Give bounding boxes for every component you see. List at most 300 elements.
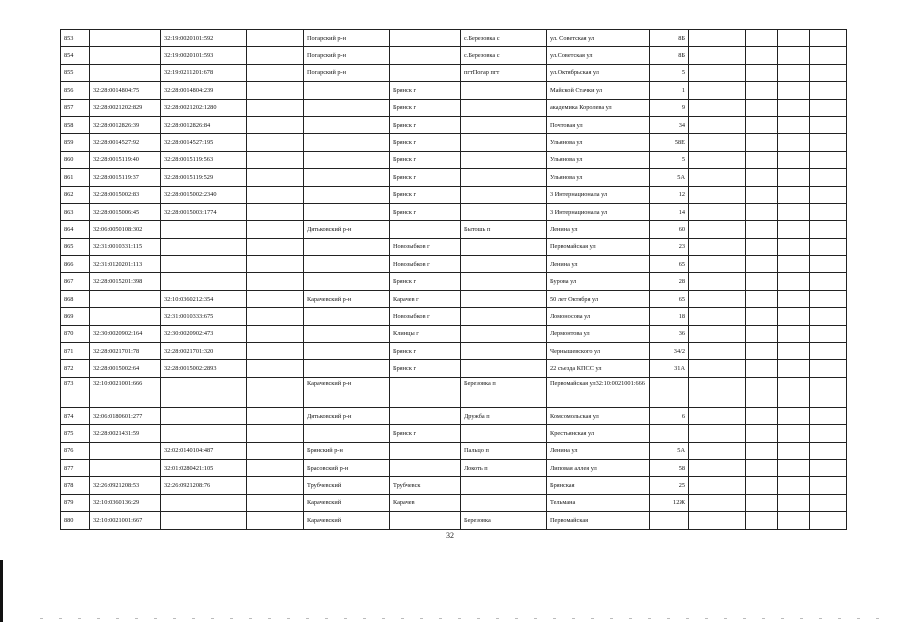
cell-extra-col-1 [689,99,746,116]
cell-house-number: 5 [650,151,689,168]
cell-city: Брянск г [390,82,461,99]
cell-extra-col-4 [810,425,847,442]
cell-region [247,308,304,325]
cell-settlement [461,151,547,168]
cell-building-cadastral-number: 32:28:0014804:239 [161,82,247,99]
cell-street: Ульянова ул [547,134,650,151]
cell-house-number: 58Е [650,134,689,151]
table-row [61,459,847,476]
table-row [61,360,847,377]
cell-row-number: 856 [61,82,90,99]
table-row [61,64,847,81]
cell-house-number: 8Б [650,30,689,47]
cell-house-number: 23 [650,238,689,255]
cell-extra-col-1 [689,343,746,360]
cell-region [247,203,304,220]
cell-house-number: 12 [650,186,689,203]
cell-region [247,30,304,47]
cell-settlement [461,99,547,116]
cell-extra-col-2 [746,325,778,342]
table-row [61,442,847,459]
cell-extra-col-1 [689,377,746,407]
cell-street: 3 Интернационала ул [547,203,650,220]
cell-settlement: Бытошь п [461,221,547,238]
cell-city: Брянск г [390,134,461,151]
scan-edge-mark [0,560,3,622]
page-number: 32 [446,531,454,540]
cell-extra-col-1 [689,30,746,47]
cell-cadastral-number: 32:28:0015119:40 [90,151,161,168]
cell-extra-col-4 [810,343,847,360]
table-row [61,308,847,325]
cell-district: Брасовский р-н [304,459,390,476]
cell-district: Карачевский [304,494,390,511]
cell-settlement [461,203,547,220]
cell-region [247,47,304,64]
cell-region [247,494,304,511]
cell-building-cadastral-number: 32:30:0020902:473 [161,325,247,342]
cell-building-cadastral-number: 32:19:0211201:678 [161,64,247,81]
cell-extra-col-4 [810,290,847,307]
cell-city: Брянск г [390,273,461,290]
cell-row-number: 864 [61,221,90,238]
cell-extra-col-3 [778,151,810,168]
cell-city: Новозыбков г [390,238,461,255]
cell-district: Брянский р-н [304,442,390,459]
table-row [61,273,847,290]
cell-street: Первомайская [547,512,650,529]
cell-city [390,64,461,81]
cell-street: Чернышевского ул [547,343,650,360]
cell-house-number [650,425,689,442]
cell-building-cadastral-number: 32:28:0021701:320 [161,343,247,360]
cell-extra-col-1 [689,203,746,220]
cell-building-cadastral-number: 32:28:0021202:1280 [161,99,247,116]
cell-extra-col-1 [689,425,746,442]
cell-region [247,256,304,273]
cell-region [247,134,304,151]
cell-extra-col-2 [746,290,778,307]
cell-row-number: 860 [61,151,90,168]
cell-extra-col-4 [810,494,847,511]
cell-extra-col-3 [778,494,810,511]
cell-extra-col-2 [746,477,778,494]
cell-house-number: 60 [650,221,689,238]
table-row [61,30,847,47]
cell-building-cadastral-number [161,273,247,290]
cell-extra-col-3 [778,360,810,377]
cell-extra-col-1 [689,494,746,511]
cell-extra-col-1 [689,325,746,342]
cell-extra-col-2 [746,203,778,220]
table-row [61,407,847,424]
cell-settlement [461,186,547,203]
cell-extra-col-3 [778,273,810,290]
table-row [61,256,847,273]
cell-extra-col-4 [810,82,847,99]
table-row [61,151,847,168]
cell-extra-col-3 [778,82,810,99]
table-row [61,425,847,442]
cell-extra-col-2 [746,64,778,81]
cell-extra-col-2 [746,442,778,459]
cell-extra-col-3 [778,290,810,307]
table-row [61,343,847,360]
cell-settlement: с.Березовка с [461,30,547,47]
cell-building-cadastral-number [161,512,247,529]
cell-cadastral-number: 32:28:0021701:78 [90,343,161,360]
cell-region [247,238,304,255]
cell-district [304,238,390,255]
table-row [61,377,847,407]
cell-district: Карачевский р-н [304,290,390,307]
cell-extra-col-2 [746,425,778,442]
cell-district [304,325,390,342]
cell-extra-col-4 [810,360,847,377]
cell-region [247,442,304,459]
cell-settlement [461,425,547,442]
cell-settlement [461,494,547,511]
cell-extra-col-1 [689,116,746,133]
table-row [61,186,847,203]
cell-settlement: Березовка п [461,377,547,407]
cell-cadastral-number [90,30,161,47]
cell-settlement [461,273,547,290]
cell-street: Ульянова ул [547,151,650,168]
cell-extra-col-2 [746,343,778,360]
cell-extra-col-3 [778,116,810,133]
cell-row-number: 878 [61,477,90,494]
cell-extra-col-2 [746,238,778,255]
cell-extra-col-2 [746,116,778,133]
cell-city [390,442,461,459]
cell-district [304,116,390,133]
cell-street: Ленина ул [547,442,650,459]
cell-extra-col-3 [778,442,810,459]
cell-building-cadastral-number: 32:28:0015002:2340 [161,186,247,203]
cell-building-cadastral-number [161,407,247,424]
cell-cadastral-number: 32:30:0020902:164 [90,325,161,342]
cell-house-number: 65 [650,256,689,273]
cell-extra-col-1 [689,47,746,64]
cell-settlement: Березовка [461,512,547,529]
table-body [61,30,847,530]
cell-settlement [461,134,547,151]
cell-building-cadastral-number: 32:28:0015119:563 [161,151,247,168]
cell-building-cadastral-number [161,238,247,255]
cell-house-number [650,377,689,407]
cell-street: Ломоносова ул [547,308,650,325]
cell-extra-col-1 [689,134,746,151]
cell-cadastral-number [90,290,161,307]
cell-cadastral-number: 32:28:0012826:39 [90,116,161,133]
cell-house-number: 31А [650,360,689,377]
cell-row-number: 875 [61,425,90,442]
cell-settlement [461,343,547,360]
cell-extra-col-2 [746,459,778,476]
cell-settlement [461,238,547,255]
cell-street: Комсомольская ул [547,407,650,424]
cell-region [247,169,304,186]
cell-row-number: 867 [61,273,90,290]
cell-street: Почтовая ул [547,116,650,133]
cell-row-number: 862 [61,186,90,203]
cell-settlement [461,256,547,273]
cell-cadastral-number: 32:06:0180601:277 [90,407,161,424]
cell-extra-col-4 [810,238,847,255]
cell-cadastral-number [90,47,161,64]
cell-cadastral-number: 32:28:0015006:45 [90,203,161,220]
cell-district: Трубчевский [304,477,390,494]
cell-building-cadastral-number: 32:28:0015003:1774 [161,203,247,220]
cell-extra-col-3 [778,477,810,494]
cell-cadastral-number: 32:28:0015002:64 [90,360,161,377]
cell-extra-col-4 [810,116,847,133]
cell-extra-col-1 [689,459,746,476]
table-row [61,47,847,64]
cell-settlement: Локоть п [461,459,547,476]
cell-city: Брянск г [390,186,461,203]
cell-city [390,459,461,476]
table-row [61,325,847,342]
cell-building-cadastral-number [161,377,247,407]
cell-district [304,99,390,116]
cell-region [247,290,304,307]
cell-city: Брянск г [390,203,461,220]
table-row [61,203,847,220]
cell-city: Новозыбков г [390,256,461,273]
cell-city: Трубчевск [390,477,461,494]
cell-extra-col-1 [689,169,746,186]
cell-street: Бурова ул [547,273,650,290]
cell-extra-col-4 [810,273,847,290]
cell-region [247,343,304,360]
cell-region [247,425,304,442]
table-row [61,221,847,238]
cell-house-number: 28 [650,273,689,290]
cell-extra-col-4 [810,169,847,186]
cell-cadastral-number: 32:10:0021001:666 [90,377,161,407]
cell-street: Ленина ул [547,221,650,238]
cell-extra-col-3 [778,203,810,220]
cell-house-number: 25 [650,477,689,494]
table-row [61,99,847,116]
cell-region [247,116,304,133]
cell-extra-col-4 [810,512,847,529]
cell-cadastral-number: 32:10:0021001:667 [90,512,161,529]
cell-house-number: 34/2 [650,343,689,360]
property-register-table [60,29,847,530]
cell-settlement [461,290,547,307]
cell-extra-col-1 [689,186,746,203]
cell-extra-col-3 [778,325,810,342]
cell-region [247,360,304,377]
cell-city [390,512,461,529]
cell-extra-col-1 [689,512,746,529]
cell-building-cadastral-number: 32:28:0014527:195 [161,134,247,151]
cell-extra-col-4 [810,47,847,64]
cell-extra-col-4 [810,186,847,203]
cell-district [304,169,390,186]
cell-city [390,30,461,47]
cell-cadastral-number: 32:28:0021431:59 [90,425,161,442]
cell-street: Липовая аллея ул [547,459,650,476]
cell-region [247,273,304,290]
cell-city: Новозыбков г [390,308,461,325]
cell-house-number: 6 [650,407,689,424]
cell-city: Брянск г [390,360,461,377]
cell-city [390,377,461,407]
cell-extra-col-1 [689,221,746,238]
cell-extra-col-3 [778,99,810,116]
cell-extra-col-4 [810,459,847,476]
cell-district [304,134,390,151]
cell-extra-col-4 [810,308,847,325]
cell-city: Брянск г [390,99,461,116]
table-row [61,82,847,99]
cell-building-cadastral-number: 32:19:0020101:592 [161,30,247,47]
cell-row-number: 871 [61,343,90,360]
cell-cadastral-number [90,442,161,459]
cell-building-cadastral-number: 32:31:0010333:675 [161,308,247,325]
cell-settlement: с.Березовка с [461,47,547,64]
cell-extra-col-1 [689,273,746,290]
cell-city: Карачев г [390,290,461,307]
cell-city: Брянск г [390,425,461,442]
cell-house-number: 12Ж [650,494,689,511]
cell-district [304,273,390,290]
cell-region [247,325,304,342]
cell-street: Первомайская ул [547,238,650,255]
cell-extra-col-1 [689,308,746,325]
cell-cadastral-number: 32:06:0050108:302 [90,221,161,238]
cell-house-number: 1 [650,82,689,99]
cell-row-number: 866 [61,256,90,273]
cell-extra-col-2 [746,360,778,377]
cell-extra-col-2 [746,82,778,99]
cell-row-number: 879 [61,494,90,511]
cell-extra-col-2 [746,407,778,424]
table-row [61,290,847,307]
cell-row-number: 872 [61,360,90,377]
table-row [61,116,847,133]
cell-extra-col-3 [778,256,810,273]
cell-extra-col-3 [778,377,810,407]
cell-settlement: Пальцо п [461,442,547,459]
cell-district [304,343,390,360]
cell-street: Первомайская ул32:10:0021001:666 [547,377,650,407]
cell-district [304,186,390,203]
cell-extra-col-2 [746,30,778,47]
cell-extra-col-4 [810,477,847,494]
cell-house-number: 5А [650,169,689,186]
cell-settlement [461,169,547,186]
cell-extra-col-3 [778,308,810,325]
cell-settlement: Дружба п [461,407,547,424]
cell-building-cadastral-number: 32:02:0140104:487 [161,442,247,459]
cell-extra-col-2 [746,99,778,116]
cell-district: Погарский р-н [304,30,390,47]
table-row [61,494,847,511]
cell-street: академика Королева ул [547,99,650,116]
cell-building-cadastral-number [161,425,247,442]
table-row [61,238,847,255]
cell-extra-col-2 [746,169,778,186]
cell-building-cadastral-number [161,256,247,273]
cell-extra-col-1 [689,477,746,494]
cell-district [304,82,390,99]
cell-region [247,407,304,424]
cell-cadastral-number: 32:28:0015201:398 [90,273,161,290]
cell-street: Крестьянская ул [547,425,650,442]
cell-house-number: 5А [650,442,689,459]
cell-extra-col-1 [689,238,746,255]
cell-building-cadastral-number: 32:10:0360212:354 [161,290,247,307]
cell-district: Погарский р-н [304,64,390,81]
cell-extra-col-4 [810,221,847,238]
cell-city: Брянск г [390,343,461,360]
cell-building-cadastral-number: 32:26:0921208:76 [161,477,247,494]
cell-district [304,360,390,377]
cell-street: Лермонтова ул [547,325,650,342]
cell-row-number: 873 [61,377,90,407]
cell-settlement [461,308,547,325]
cell-district: Дятьковский р-н [304,407,390,424]
cell-house-number [650,512,689,529]
cell-district [304,425,390,442]
cell-settlement [461,82,547,99]
cell-street: Ленина ул [547,256,650,273]
cell-house-number: 36 [650,325,689,342]
cell-extra-col-2 [746,308,778,325]
cell-street: Брянская [547,477,650,494]
cell-region [247,477,304,494]
cell-extra-col-2 [746,256,778,273]
cell-street: 50 лет Октября ул [547,290,650,307]
cell-extra-col-3 [778,64,810,81]
cell-street: ул.Советская ул [547,47,650,64]
cell-row-number: 876 [61,442,90,459]
table-row [61,134,847,151]
cell-street: Тельмана [547,494,650,511]
cell-extra-col-2 [746,134,778,151]
cell-row-number: 877 [61,459,90,476]
cell-district [304,308,390,325]
cell-extra-col-1 [689,256,746,273]
cell-row-number: 853 [61,30,90,47]
cell-cadastral-number: 32:28:0015002:83 [90,186,161,203]
cell-extra-col-2 [746,273,778,290]
cell-settlement [461,325,547,342]
cell-extra-col-3 [778,512,810,529]
cell-house-number: 34 [650,116,689,133]
cell-extra-col-3 [778,30,810,47]
cell-house-number: 8Б [650,47,689,64]
cell-building-cadastral-number [161,221,247,238]
cell-region [247,186,304,203]
cell-extra-col-4 [810,30,847,47]
cell-building-cadastral-number: 32:01:0280421:105 [161,459,247,476]
cell-row-number: 854 [61,47,90,64]
cell-house-number: 18 [650,308,689,325]
cell-settlement: пгтПогар пгт [461,64,547,81]
cell-region [247,512,304,529]
cell-extra-col-2 [746,47,778,64]
cell-city: Брянск г [390,116,461,133]
cell-cadastral-number: 32:28:0021202:829 [90,99,161,116]
cell-building-cadastral-number: 32:28:0015119:529 [161,169,247,186]
cell-extra-col-2 [746,512,778,529]
